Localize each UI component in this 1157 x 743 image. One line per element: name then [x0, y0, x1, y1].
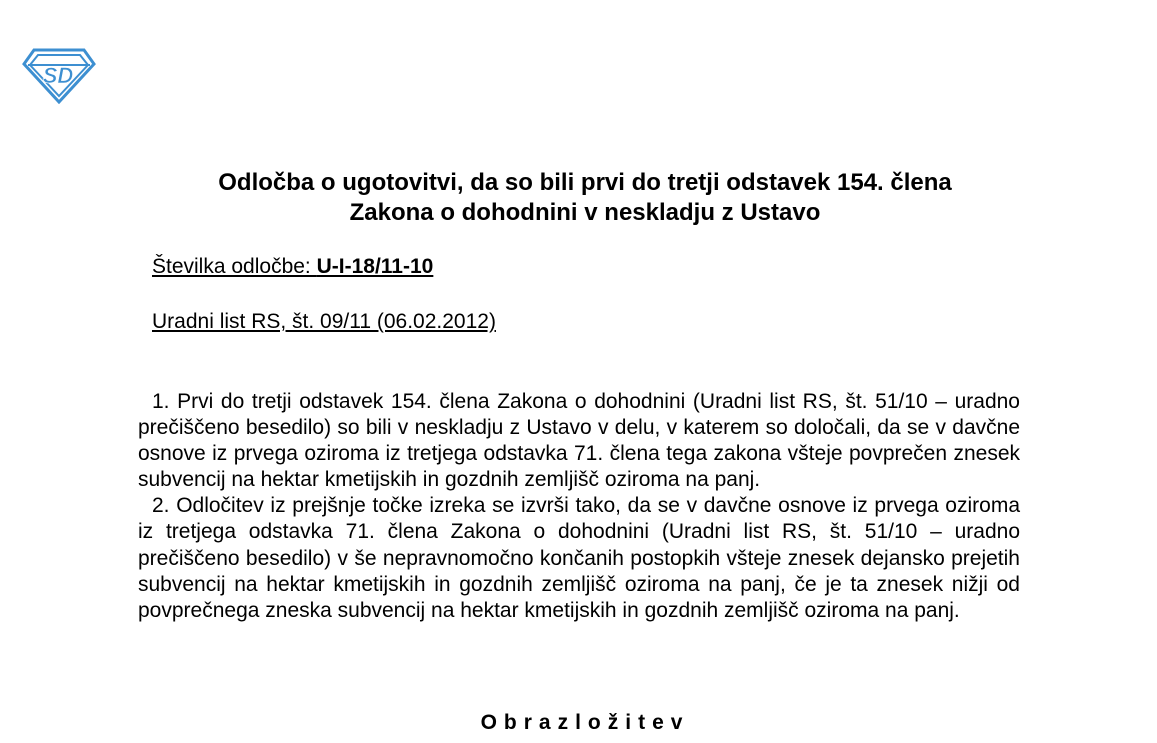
- document-title: [0, 168, 1157, 228]
- decision-number-link[interactable]: [152, 254, 433, 280]
- decision-paragraph-2: 2. Odločitev iz prejšnje točke izreka se izvrši tako, da se v davčne osnove iz prvega oziroma iz tretjega odstavka 71. člena Zakona o dohodnini (Uradni list RS, št. 51/10 – uradno prečiščeno besedilo) v še nepravnomočno končanih postopkih všteje znesek dejansko prejetih subvencij na hektar kmetijskih in gozdnih zemljišč oziroma na panj, če je ta znesek nižji od povprečnega zneska subvencij na hektar kmetijskih in gozdnih zemljišč oziroma na panj.: [138, 494, 1020, 622]
- decision-number-label: Številka odločbe:: [152, 255, 317, 278]
- sd-logo-icon: [22, 48, 96, 104]
- logo: [22, 48, 96, 104]
- title-line-2: Zakona o dohodnini v neskladju z Ustavo: [349, 199, 821, 226]
- title-line-1: Odločba o ugotovitvi, da so bili prvi do tretji odstavek 154. člena: [218, 169, 952, 196]
- gazette-link[interactable]: Uradni list RS, št. 09/11 (06.02.2012): [152, 310, 496, 333]
- svg-text:SD: SD: [42, 63, 74, 88]
- reasoning-heading: Obrazložitev: [480, 711, 690, 734]
- decision-paragraph-1: 1. Prvi do tretji odstavek 154. člena Zakona o dohodnini (Uradni list RS, št. 51/10 – uradno prečiščeno besedilo) so bili v neskladju z Ustavo v delu, v katerem so določali, da se v davčne osnove iz prvega oziroma iz tretjega odstavka 71. člena tega zakona všteje povprečen znesek subvencij na hektar kmetijskih in gozdnih zemljišč oziroma na panj.: [138, 390, 1020, 492]
- decision-number-value: U-I-18/11-10: [316, 255, 434, 278]
- decision-body: [138, 389, 1020, 624]
